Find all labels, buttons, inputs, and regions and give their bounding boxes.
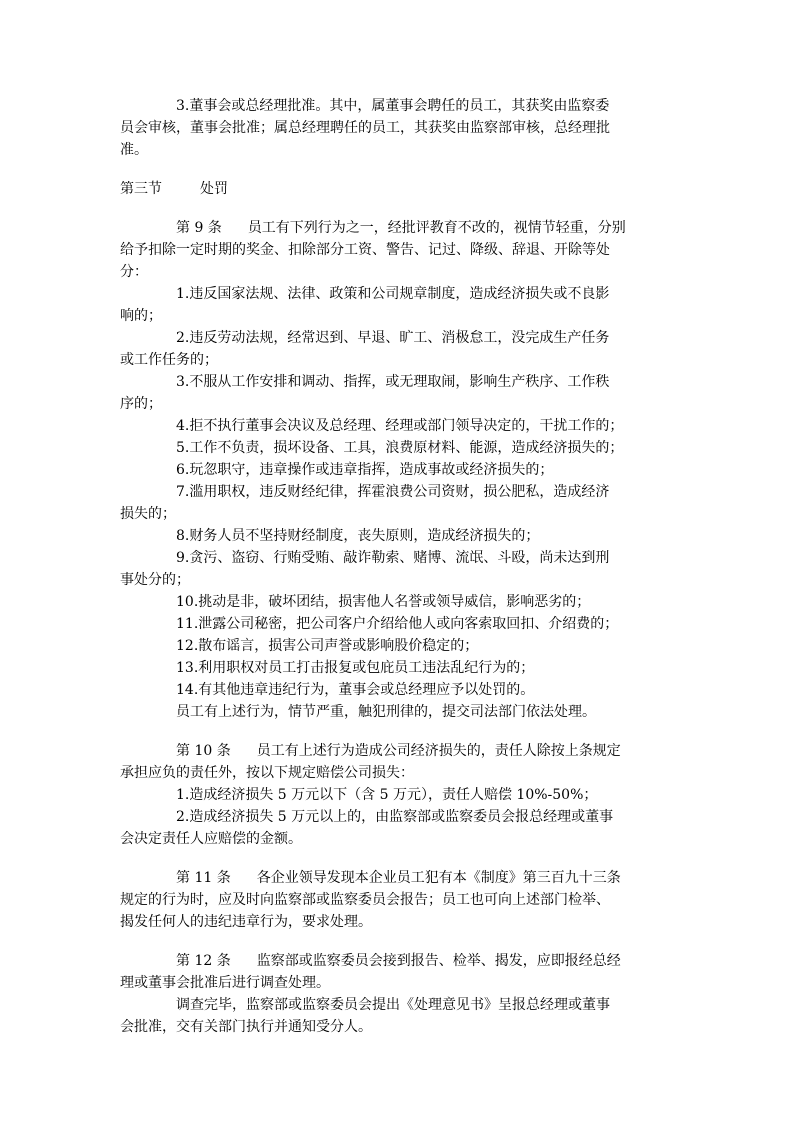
article-9-item-3-line-1: 3.不服从工作安排和调动、指挥，或无理取闹，影响生产秩序、工作秩 [176, 374, 610, 390]
article-10-number: 第 10 条 [176, 743, 231, 759]
article-9-item-2-line-2: 或工作任务的； [120, 352, 218, 368]
article-10-intro-line-2: 承担应负的责任外，按以下规定赔偿公司损失： [120, 765, 414, 781]
article-9-item-13: 13.利用职权对员工打击报复或包庇员工违法乱纪行为的； [176, 660, 535, 676]
article-9-item-1-line-2: 响的； [120, 308, 162, 324]
article-9-item-7-line-2: 损失的； [120, 506, 176, 522]
article-9-item-2-line-1: 2.违反劳动法规，经常迟到、早退、旷工、消极怠工，没完成生产任务 [176, 330, 610, 346]
article-12-paragraph-2-line-2: 会批准，交有关部门执行并通知受分人。 [120, 1019, 372, 1035]
article-9-item-12: 12.散布谣言，损害公司声誉或影响股价稳定的； [176, 638, 479, 654]
article-11-text: 各企业领导发现本企业员工犯有本《制度》第三百九十三条 [256, 870, 621, 886]
article-11-line-3: 揭发任何人的违纪违章行为，要求处理。 [120, 914, 372, 930]
article-10-intro-line-1 [176, 740, 680, 762]
article-9-item-10: 10.挑动是非，破坏团结，损害他人名誉或领导威信，影响恶劣的； [176, 594, 591, 610]
article-9-item-9-line-2: 事处分的； [120, 572, 190, 588]
section-heading [120, 178, 680, 200]
article-9-intro-line-2: 给予扣除一定时期的奖金、扣除部分工资、警告、记过、降级、辞退、开除等处 [120, 242, 610, 258]
article-12-text: 监察部或监察委员会接到报告、检举、揭发，应即报经总经 [256, 953, 621, 969]
section-title: 处罚 [200, 181, 228, 197]
article-9-item-8: 8.财务人员不坚持财经制度，丧失原则，造成经济损失的； [176, 528, 540, 544]
article-9-intro-text: 员工有下列行为之一，经批评教育不改的，视情节轻重，分别 [247, 220, 626, 236]
article-9-item-14: 14.有其他违章违纪行为，董事会或总经理应予以处罚的。 [176, 682, 535, 698]
article-9-item-5: 5.工作不负责，损坏设备、工具，浪费原材料、能源，造成经济损失的； [176, 440, 624, 456]
article-9-item-9-line-1: 9.贪污、盗窃、行贿受贿、敲诈勒索、赌博、流氓、斗殴，尚未达到刑 [176, 550, 610, 566]
article-11-number: 第 11 条 [176, 870, 231, 886]
approval-item-3-line-3: 准。 [120, 142, 148, 158]
article-11-line-1 [176, 867, 680, 889]
article-12-paragraph-2-line-1: 调查完毕，监察部或监察委员会提出《处理意见书》呈报总经理或董事 [176, 997, 610, 1013]
article-10-item-2-line-2: 会决定责任人应赔偿的金额。 [120, 831, 302, 847]
article-12-line-2: 理或董事会批准后进行调查处理。 [120, 975, 330, 991]
section-number: 第三节 [120, 181, 162, 197]
article-10-intro-text: 员工有上述行为造成公司经济损失的，责任人除按上条规定 [256, 743, 621, 759]
article-9-item-6: 6.玩忽职守，违章操作或违章指挥，造成事故或经济损失的； [176, 462, 554, 478]
article-9-intro-line-3: 分： [120, 264, 148, 280]
article-12-line-1 [176, 950, 680, 972]
article-10-item-1: 1.造成经济损失 5 万元以下（含 5 万元），责任人赔偿 10%-50%； [176, 787, 598, 803]
article-9-item-7-line-1: 7.滥用职权，违反财经纪律，挥霍浪费公司资财，损公肥私，造成经济 [176, 484, 610, 500]
approval-item-3-line-1: 3.董事会或总经理批准。其中，属董事会聘任的员工，其获奖由监察委 [176, 98, 610, 114]
article-9-number: 第 9 条 [176, 220, 222, 236]
approval-item-3-line-2: 员会审核，董事会批准；属总经理聘任的员工，其获奖由监察部审核，总经理批 [120, 120, 610, 136]
article-9-item-4: 4.拒不执行董事会决议及总经理、经理或部门领导决定的，干扰工作的； [176, 418, 624, 434]
article-11-line-2: 规定的行为时，应及时向监察部或监察委员会报告；员工也可向上述部门检举、 [120, 892, 610, 908]
article-9-item-11: 11.泄露公司秘密，把公司客户介绍给他人或向客索取回扣、介绍费的； [176, 616, 619, 632]
article-10-item-2-line-1: 2.造成经济损失 5 万元以上的，由监察部或监察委员会报总经理或董事 [176, 809, 614, 825]
article-9-item-3-line-2: 序的； [120, 396, 162, 412]
article-9-closing: 员工有上述行为，情节严重，触犯刑律的，提交司法部门依法处理。 [176, 704, 596, 720]
article-9-item-1-line-1: 1.违反国家法规、法律、政策和公司规章制度，造成经济损失或不良影 [176, 286, 610, 302]
article-12-number: 第 12 条 [176, 953, 231, 969]
article-9-intro-line-1 [176, 217, 680, 239]
